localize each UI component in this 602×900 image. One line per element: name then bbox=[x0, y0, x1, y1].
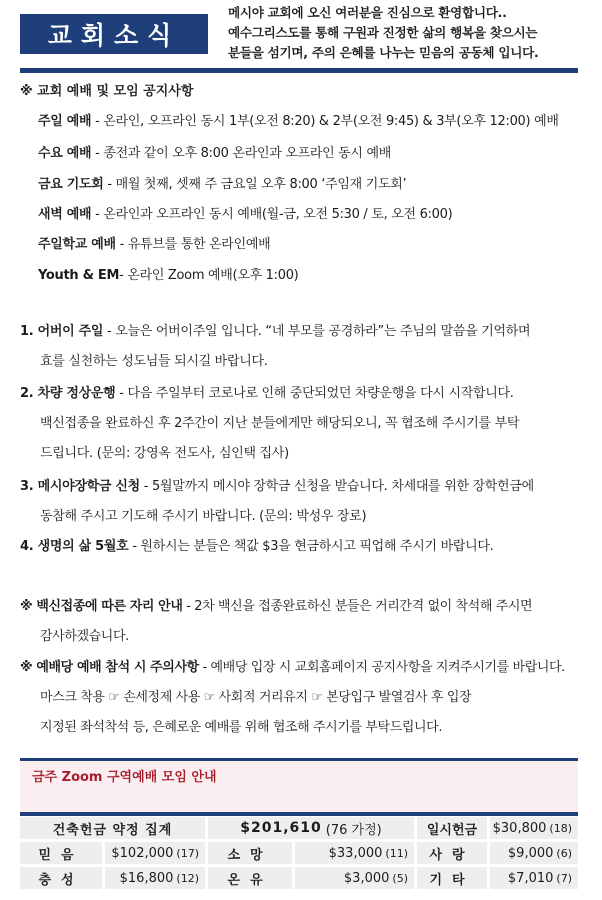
offering-label: 믿음 bbox=[20, 842, 102, 864]
offering-count: (17) bbox=[176, 846, 199, 860]
offering-amount: $7,010 bbox=[507, 870, 554, 886]
announcement-number: 4. bbox=[20, 539, 38, 554]
service-name: 주일 예배 bbox=[38, 114, 92, 129]
announcement-text: 동참해 주시고 기도해 주시기 바랍니다. (문의: 박성우 장로) bbox=[40, 509, 367, 524]
offering-label: 일시헌금 bbox=[417, 817, 487, 839]
service-desc: - 온라인과 오프라인 동시 예배(월-금, 오전 5:30 / 토, 오전 6:00) bbox=[91, 207, 453, 222]
announcement-text: - 원하시는 분들은 책값 $3을 현금하시고 픽업해 주시기 바랍니다. bbox=[128, 539, 494, 554]
notice-text: - 예배당 입장 시 교회홈페이지 공지사항을 지켜주시기를 바랍니다. bbox=[198, 660, 565, 675]
offering-count: (7) bbox=[556, 871, 572, 885]
notice-text: 지정된 좌석착석 등, 은혜로운 예배를 위해 협조해 주시기를 부탁드립니다. bbox=[40, 720, 443, 735]
zoom-section-body bbox=[20, 786, 578, 812]
vaccine-notice bbox=[20, 592, 590, 652]
announcement-text: - 오늘은 어버이주일 입니다. “네 부모를 공경하라”는 주님의 말씀을 기억하며 bbox=[103, 324, 531, 339]
announcement-title: 차량 정상운행 bbox=[37, 386, 116, 401]
offering-value bbox=[490, 842, 578, 864]
offering-row bbox=[20, 867, 578, 889]
notice-text: - 2차 백신을 접종완료하신 분들은 거리간격 없이 착석해 주시면 bbox=[182, 599, 533, 614]
notice-heading: ※ 교회 예배 및 모임 공지사항 bbox=[20, 84, 194, 99]
offering-value bbox=[490, 817, 578, 839]
offering-label: 충성 bbox=[20, 867, 102, 889]
announcement-title: 생명의 삶 5월호 bbox=[37, 539, 129, 554]
announcement-text: 백신접종을 완료하신 후 2주간이 지난 분들에게만 해당되오니, 꼭 협조해 주시기를 부탁 bbox=[40, 416, 520, 431]
page-title: 교회소식 bbox=[20, 14, 208, 54]
announcement-item bbox=[20, 317, 580, 377]
offering-count: (12) bbox=[176, 871, 199, 885]
offering-count: (18) bbox=[549, 821, 572, 835]
divider bbox=[20, 68, 578, 73]
announcement-text: 드립니다. (문의: 강영옥 전도사, 심인택 집사) bbox=[40, 446, 289, 461]
offering-count: (5) bbox=[392, 871, 408, 885]
offering-count: (6) bbox=[556, 846, 572, 860]
divider bbox=[20, 812, 578, 816]
offering-count: (11) bbox=[385, 846, 408, 860]
building-fund-count: (76 가정) bbox=[325, 822, 382, 838]
offering-amount: $16,800 bbox=[119, 870, 174, 886]
service-item bbox=[38, 203, 452, 222]
announcement-text: 효를 실천하는 성도님들 되시길 바랍니다. bbox=[40, 354, 268, 369]
announcement-number: 1. bbox=[20, 324, 38, 339]
service-item bbox=[38, 264, 298, 283]
building-fund-label: 건축헌금 약정 집계 bbox=[20, 817, 205, 839]
welcome-message bbox=[228, 3, 598, 63]
notice-text: 마스크 착용 ☞ 손세정제 사용 ☞ 사회적 거리유지 ☞ 본당입구 발열검사 후 입장 bbox=[40, 690, 472, 705]
service-item bbox=[38, 110, 559, 129]
welcome-line: 예수그리스도를 통해 구원과 진정한 삶의 행복을 찾으시는 bbox=[228, 25, 538, 40]
offering-value bbox=[295, 867, 414, 889]
service-desc: - 유튜브를 통한 온라인예배 bbox=[115, 237, 271, 252]
offering-amount: $102,000 bbox=[111, 845, 174, 861]
service-name: 주일학교 예배 bbox=[38, 237, 116, 252]
announcement-text: - 다음 주일부터 코로나로 인해 중단되었던 차량운행을 다시 시작합니다. bbox=[115, 386, 514, 401]
service-name: 수요 예배 bbox=[38, 146, 92, 161]
service-name: 금요 기도회 bbox=[38, 177, 104, 192]
offering-amount: $33,000 bbox=[328, 845, 383, 861]
announcement-item bbox=[20, 472, 580, 532]
announcement-text: - 5월말까지 메시야 장학금 신청을 받습니다. 차세대를 위한 장학헌금에 bbox=[139, 479, 534, 494]
caution-notice bbox=[20, 653, 590, 743]
offering-label: 기타 bbox=[417, 867, 487, 889]
service-desc: - 매월 첫째, 셋째 주 금요일 오후 8:00 ‘주임재 기도회’ bbox=[103, 177, 407, 192]
offering-amount: $30,800 bbox=[492, 820, 547, 836]
offering-amount: $9,000 bbox=[507, 845, 554, 861]
offering-row bbox=[20, 842, 578, 864]
offering-label: 온유 bbox=[208, 867, 292, 889]
service-name: 새벽 예배 bbox=[38, 207, 92, 222]
announcement-item bbox=[20, 532, 580, 562]
service-desc: - 온라인 Zoom 예배(오후 1:00) bbox=[119, 268, 299, 283]
offering-label: 사랑 bbox=[417, 842, 487, 864]
notice-text: 감사하겠습니다. bbox=[40, 629, 129, 644]
building-fund-total bbox=[208, 817, 414, 839]
announcement-number: 3. bbox=[20, 479, 38, 494]
offering-amount: $3,000 bbox=[343, 870, 390, 886]
building-fund-amount: $201,610 bbox=[240, 820, 322, 836]
service-item bbox=[38, 142, 391, 161]
notice-title: ※ 백신접종에 따른 자리 안내 bbox=[20, 599, 183, 614]
zoom-section-title: 금주 Zoom 구역예배 모임 안내 bbox=[32, 770, 217, 785]
welcome-line: 메시야 교회에 오신 여러분을 진심으로 환영합니다.. bbox=[228, 5, 507, 20]
service-name: Youth & EM bbox=[38, 268, 120, 283]
announcement-title: 어버이 주일 bbox=[37, 324, 104, 339]
offering-value bbox=[105, 842, 205, 864]
announcement-item bbox=[20, 379, 580, 469]
offering-value bbox=[295, 842, 414, 864]
service-desc: - 종전과 같이 오후 8:00 온라인과 오프라인 동시 예배 bbox=[91, 146, 392, 161]
welcome-line: 분들을 섬기며, 주의 은혜를 나누는 믿음의 공동체 입니다. bbox=[228, 45, 539, 60]
offering-label: 소망 bbox=[208, 842, 292, 864]
announcement-number: 2. bbox=[20, 386, 38, 401]
notice-title: ※ 예배당 예배 참석 시 주의사항 bbox=[20, 660, 199, 675]
service-desc: - 온라인, 오프라인 동시 1부(오전 8:20) & 2부(오전 9:45) & 3부(오후 12:00) 예배 bbox=[91, 114, 559, 129]
offering-value bbox=[490, 867, 578, 889]
service-item bbox=[38, 173, 406, 192]
service-item bbox=[38, 233, 270, 252]
announcement-title: 메시야장학금 신청 bbox=[37, 479, 140, 494]
offering-row bbox=[20, 817, 578, 839]
offering-value bbox=[105, 867, 205, 889]
zoom-section-header bbox=[20, 758, 578, 786]
